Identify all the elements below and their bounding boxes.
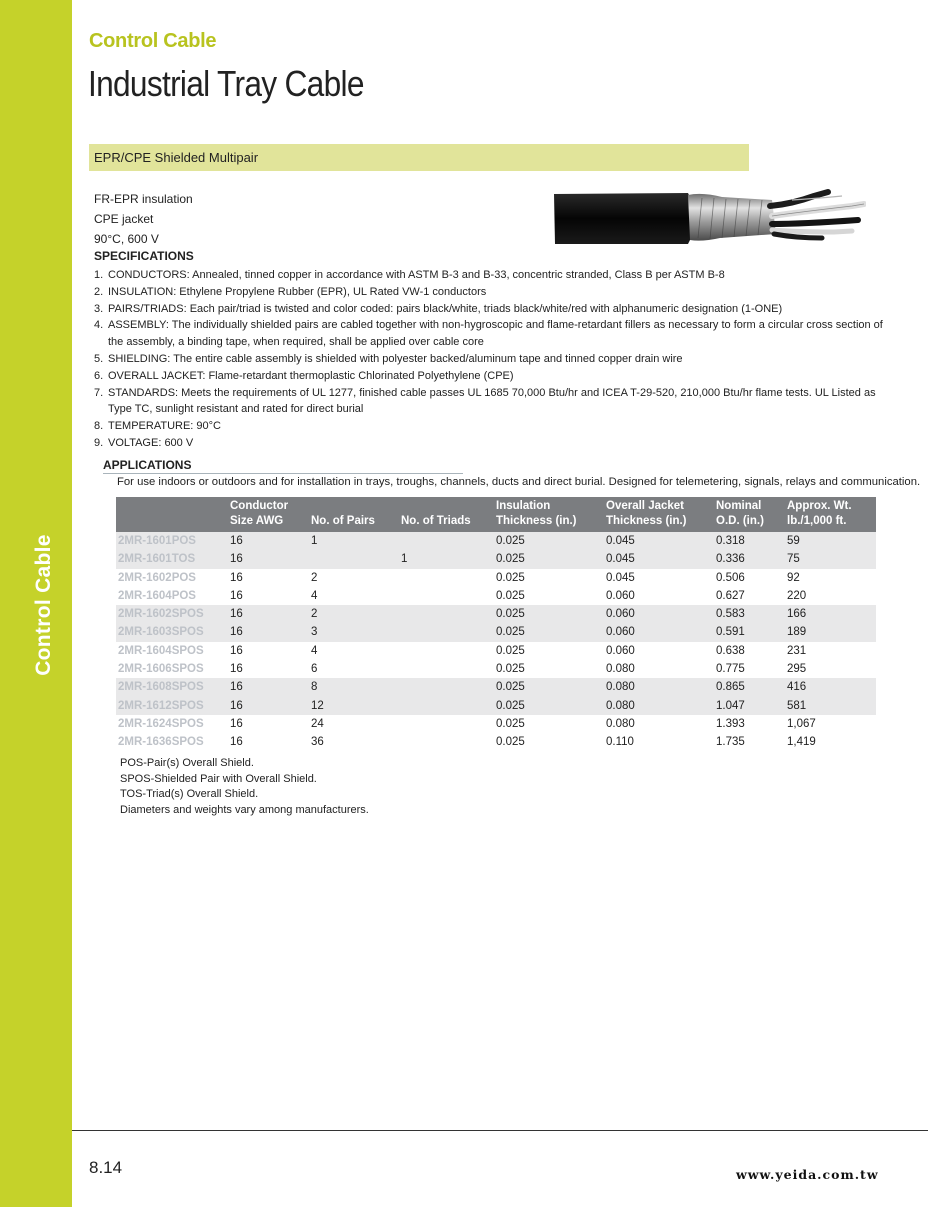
category-kicker: Control Cable <box>89 30 217 52</box>
conductor-size-cell: 16 <box>228 678 309 696</box>
od-cell: 0.506 <box>716 571 745 584</box>
conductor-size-cell: 16 <box>228 697 309 715</box>
table-row <box>116 605 876 623</box>
weight-cell: 220 <box>787 589 807 602</box>
note-spos: SPOS-Shielded Pair with Overall Shield. <box>120 772 317 785</box>
product-section-bar <box>89 144 749 171</box>
pairs-cell: 1 <box>309 532 399 550</box>
column-header-triads: No. of Triads <box>399 497 494 532</box>
jacket-cell: 0.045 <box>604 532 714 550</box>
weight-cell: 581 <box>785 697 876 715</box>
part-number-cell: 2MR-1608SPOS <box>116 678 228 696</box>
spec-item <box>94 267 884 284</box>
pairs-cell: 2 <box>309 605 399 623</box>
spec-item-number: 2. <box>94 285 104 298</box>
jacket-cell: 0.080 <box>604 697 714 715</box>
column-header-od: Nominal O.D. (in.) <box>714 497 785 532</box>
applications-heading: APPLICATIONS <box>103 458 463 474</box>
triads-cell <box>399 660 494 678</box>
weight-cell: 75 <box>785 550 876 568</box>
column-header-jacket: Overall Jacket Thickness (in.) <box>604 497 714 532</box>
specifications-list <box>94 267 884 452</box>
weight-cell: 92 <box>787 571 800 584</box>
spec-item-number: 5. <box>94 352 104 365</box>
table-row <box>116 660 876 678</box>
od-cell: 0.865 <box>714 678 785 696</box>
jacket-cell: 0.045 <box>606 571 635 584</box>
spec-item-text: ASSEMBLY: The individually shielded pairs are cabled together with non-hygroscopic and flame-retardant fillers as necessary to form a circular cross section of the assembly, a binding tape, when required, shall be applied over cable core <box>108 319 883 349</box>
weight-cell: 59 <box>785 532 876 550</box>
spec-item-text: INSULATION: Ethylene Propylene Rubber (EPR), UL Rated VW-1 conductors <box>108 285 487 298</box>
pairs-cell: 8 <box>309 678 399 696</box>
cable-illustration <box>552 186 866 248</box>
spec-item-number: 4. <box>94 319 104 332</box>
part-number-cell: 2MR-1602SPOS <box>116 605 228 623</box>
insulation-cell: 0.025 <box>494 623 604 641</box>
footer-divider <box>72 1130 928 1131</box>
pairs-cell: 4 <box>311 589 318 602</box>
conductor-size-cell: 16 <box>228 623 309 641</box>
spec-item-number: 8. <box>94 420 104 433</box>
spec-item <box>94 368 884 385</box>
property-jacket: CPE jacket <box>94 212 154 226</box>
conductor-size-cell: 16 <box>230 736 243 749</box>
spec-item-number: 7. <box>94 386 104 399</box>
pairs-cell: 12 <box>309 697 399 715</box>
insulation-cell: 0.025 <box>494 678 604 696</box>
note-pos: POS-Pair(s) Overall Shield. <box>120 757 254 769</box>
applications-text: For use indoors or outdoors and for installation in trays, troughs, channels, ducts and direct burial. Designed for telemetering, signals, relays and communication. <box>117 476 921 488</box>
note-tos: TOS-Triad(s) Overall Shield. <box>120 788 259 800</box>
page-title: Industrial Tray Cable <box>88 63 364 104</box>
part-number-cell: 2MR-1612SPOS <box>116 697 228 715</box>
part-number-cell: 2MR-1606SPOS <box>118 663 204 676</box>
pairs-cell: 3 <box>309 623 399 641</box>
od-cell: 0.336 <box>714 550 785 568</box>
jacket-cell: 0.060 <box>604 623 714 641</box>
jacket-cell: 0.060 <box>604 605 714 623</box>
jacket-cell: 0.080 <box>606 663 635 676</box>
insulation-cell: 0.025 <box>496 589 525 602</box>
sidebar-accent-bar <box>0 0 72 1207</box>
triads-cell <box>399 642 494 660</box>
spec-item-text: SHIELDING: The entire cable assembly is shielded with polyester backed/aluminum tape and tinned copper drain wire <box>108 352 683 365</box>
insulation-cell: 0.025 <box>494 697 604 715</box>
triads-cell <box>399 569 494 587</box>
spec-item-number: 9. <box>94 436 104 449</box>
part-number-cell: 2MR-1604POS <box>118 589 196 602</box>
insulation-cell: 0.025 <box>494 532 604 550</box>
table-row <box>116 532 876 550</box>
od-cell: 1.735 <box>716 736 745 749</box>
note-dimensions: Diameters and weights vary among manufacturers. <box>120 803 369 816</box>
specifications-heading: SPECIFICATIONS <box>94 249 194 263</box>
column-header-conductor-size: Conductor Size AWG <box>228 497 309 532</box>
conductor-size-cell: 16 <box>230 644 243 657</box>
conductor-size-cell: 16 <box>230 663 243 676</box>
weight-cell: 1,067 <box>787 717 816 730</box>
property-insulation: FR-EPR insulation <box>94 192 193 206</box>
triads-cell <box>399 605 494 623</box>
jacket-cell: 0.045 <box>604 550 714 568</box>
jacket-cell: 0.060 <box>606 589 635 602</box>
insulation-cell: 0.025 <box>496 663 525 676</box>
insulation-cell: 0.025 <box>496 717 525 730</box>
spec-item-text: STANDARDS: Meets the requirements of UL 1277, finished cable passes UL 1685 70,000 Btu/hr and ICEA T-29-520, 210,000 Btu/hr flame tests. UL Listed as Type TC, sunlight resistant and rated for direct burial <box>108 386 876 416</box>
product-properties <box>94 189 193 249</box>
conductor-size-cell: 16 <box>228 550 309 568</box>
table-notes <box>120 756 369 818</box>
spec-item-number: 6. <box>94 369 104 382</box>
product-section-title: EPR/CPE Shielded Multipair <box>94 150 259 165</box>
column-header-pairs: No. of Pairs <box>309 497 399 532</box>
table-header-row <box>116 497 876 532</box>
pairs-cell: 36 <box>311 736 324 749</box>
spec-item <box>94 317 884 351</box>
insulation-cell: 0.025 <box>494 605 604 623</box>
spec-item-number: 3. <box>94 302 104 315</box>
website-url: www.yeida.com.tw <box>736 1167 879 1182</box>
weight-cell: 1,419 <box>787 736 816 749</box>
part-number-cell: 2MR-1602POS <box>118 571 196 584</box>
table-row <box>116 715 876 733</box>
od-cell: 0.583 <box>714 605 785 623</box>
conductor-size-cell: 16 <box>228 532 309 550</box>
spec-item-text: PAIRS/TRIADS: Each pair/triad is twisted and color coded: pairs black/white, triads black/white/red with alphanumeric designation (1-ONE) <box>108 302 783 315</box>
triads-cell <box>399 697 494 715</box>
spec-item-number: 1. <box>94 269 104 281</box>
triads-cell: 1 <box>399 550 494 568</box>
jacket-cell: 0.080 <box>604 678 714 696</box>
product-spec-table <box>116 497 876 752</box>
triads-cell <box>399 733 494 751</box>
pairs-cell: 4 <box>311 644 318 657</box>
part-number-cell: 2MR-1601POS <box>116 532 228 550</box>
spec-item <box>94 284 884 301</box>
triads-cell <box>399 623 494 641</box>
od-cell: 0.318 <box>714 532 785 550</box>
jacket-cell: 0.060 <box>606 644 635 657</box>
insulation-cell: 0.025 <box>496 736 525 749</box>
table-row <box>116 733 876 751</box>
insulation-cell: 0.025 <box>494 550 604 568</box>
table-row <box>116 697 876 715</box>
part-number-cell: 2MR-1603SPOS <box>116 623 228 641</box>
od-cell: 1.047 <box>714 697 785 715</box>
spec-item-text: OVERALL JACKET: Flame-retardant thermoplastic Chlorinated Polyethylene (CPE) <box>108 369 514 382</box>
table-row <box>116 642 876 660</box>
od-cell: 0.638 <box>716 644 745 657</box>
triads-cell <box>399 587 494 605</box>
triads-cell <box>399 715 494 733</box>
conductor-size-cell: 16 <box>230 571 243 584</box>
spec-item <box>94 418 884 435</box>
spec-item <box>94 301 884 318</box>
sidebar-section-label: Control Cable <box>32 534 55 676</box>
pairs-cell <box>309 550 399 568</box>
insulation-cell: 0.025 <box>496 571 525 584</box>
od-cell: 0.591 <box>714 623 785 641</box>
weight-cell: 166 <box>785 605 876 623</box>
insulation-cell: 0.025 <box>496 644 525 657</box>
table-row <box>116 587 876 605</box>
spec-item <box>94 351 884 368</box>
weight-cell: 295 <box>787 663 807 676</box>
table-row <box>116 623 876 641</box>
weight-cell: 416 <box>785 678 876 696</box>
jacket-cell: 0.110 <box>606 736 634 749</box>
conductor-size-cell: 16 <box>230 589 243 602</box>
table-body <box>116 532 876 752</box>
pairs-cell: 6 <box>311 663 318 676</box>
column-header-insulation: Insulation Thickness (in.) <box>494 497 604 532</box>
column-header-weight: Approx. Wt. lb./1,000 ft. <box>785 497 876 532</box>
spec-item-text: VOLTAGE: 600 V <box>108 436 194 449</box>
spec-item <box>94 385 884 419</box>
spec-item-text: CONDUCTORS: Annealed, tinned copper in accordance with ASTM B-3 and B-33, concentric stranded, Class B per ASTM B-8 <box>108 269 725 281</box>
conductor-size-cell: 16 <box>228 605 309 623</box>
triads-cell <box>399 678 494 696</box>
spec-item-text: TEMPERATURE: 90°C <box>108 420 221 433</box>
column-header-part-number <box>116 497 228 532</box>
table-row <box>116 569 876 587</box>
part-number-cell: 2MR-1604SPOS <box>118 644 204 657</box>
od-cell: 0.627 <box>716 589 745 602</box>
part-number-cell: 2MR-1601TOS <box>116 550 228 568</box>
triads-cell <box>399 532 494 550</box>
jacket-cell: 0.080 <box>606 717 635 730</box>
spec-item <box>94 435 884 452</box>
od-cell: 1.393 <box>716 717 745 730</box>
od-cell: 0.775 <box>716 663 745 676</box>
pairs-cell: 24 <box>311 717 324 730</box>
weight-cell: 189 <box>785 623 876 641</box>
pairs-cell: 2 <box>311 571 318 584</box>
table-row <box>116 678 876 696</box>
page-number: 8.14 <box>89 1158 123 1177</box>
conductor-size-cell: 16 <box>230 717 243 730</box>
part-number-cell: 2MR-1624SPOS <box>118 717 204 730</box>
weight-cell: 231 <box>787 644 807 657</box>
property-rating: 90°C, 600 V <box>94 232 159 246</box>
table-row <box>116 550 876 568</box>
part-number-cell: 2MR-1636SPOS <box>118 736 204 749</box>
